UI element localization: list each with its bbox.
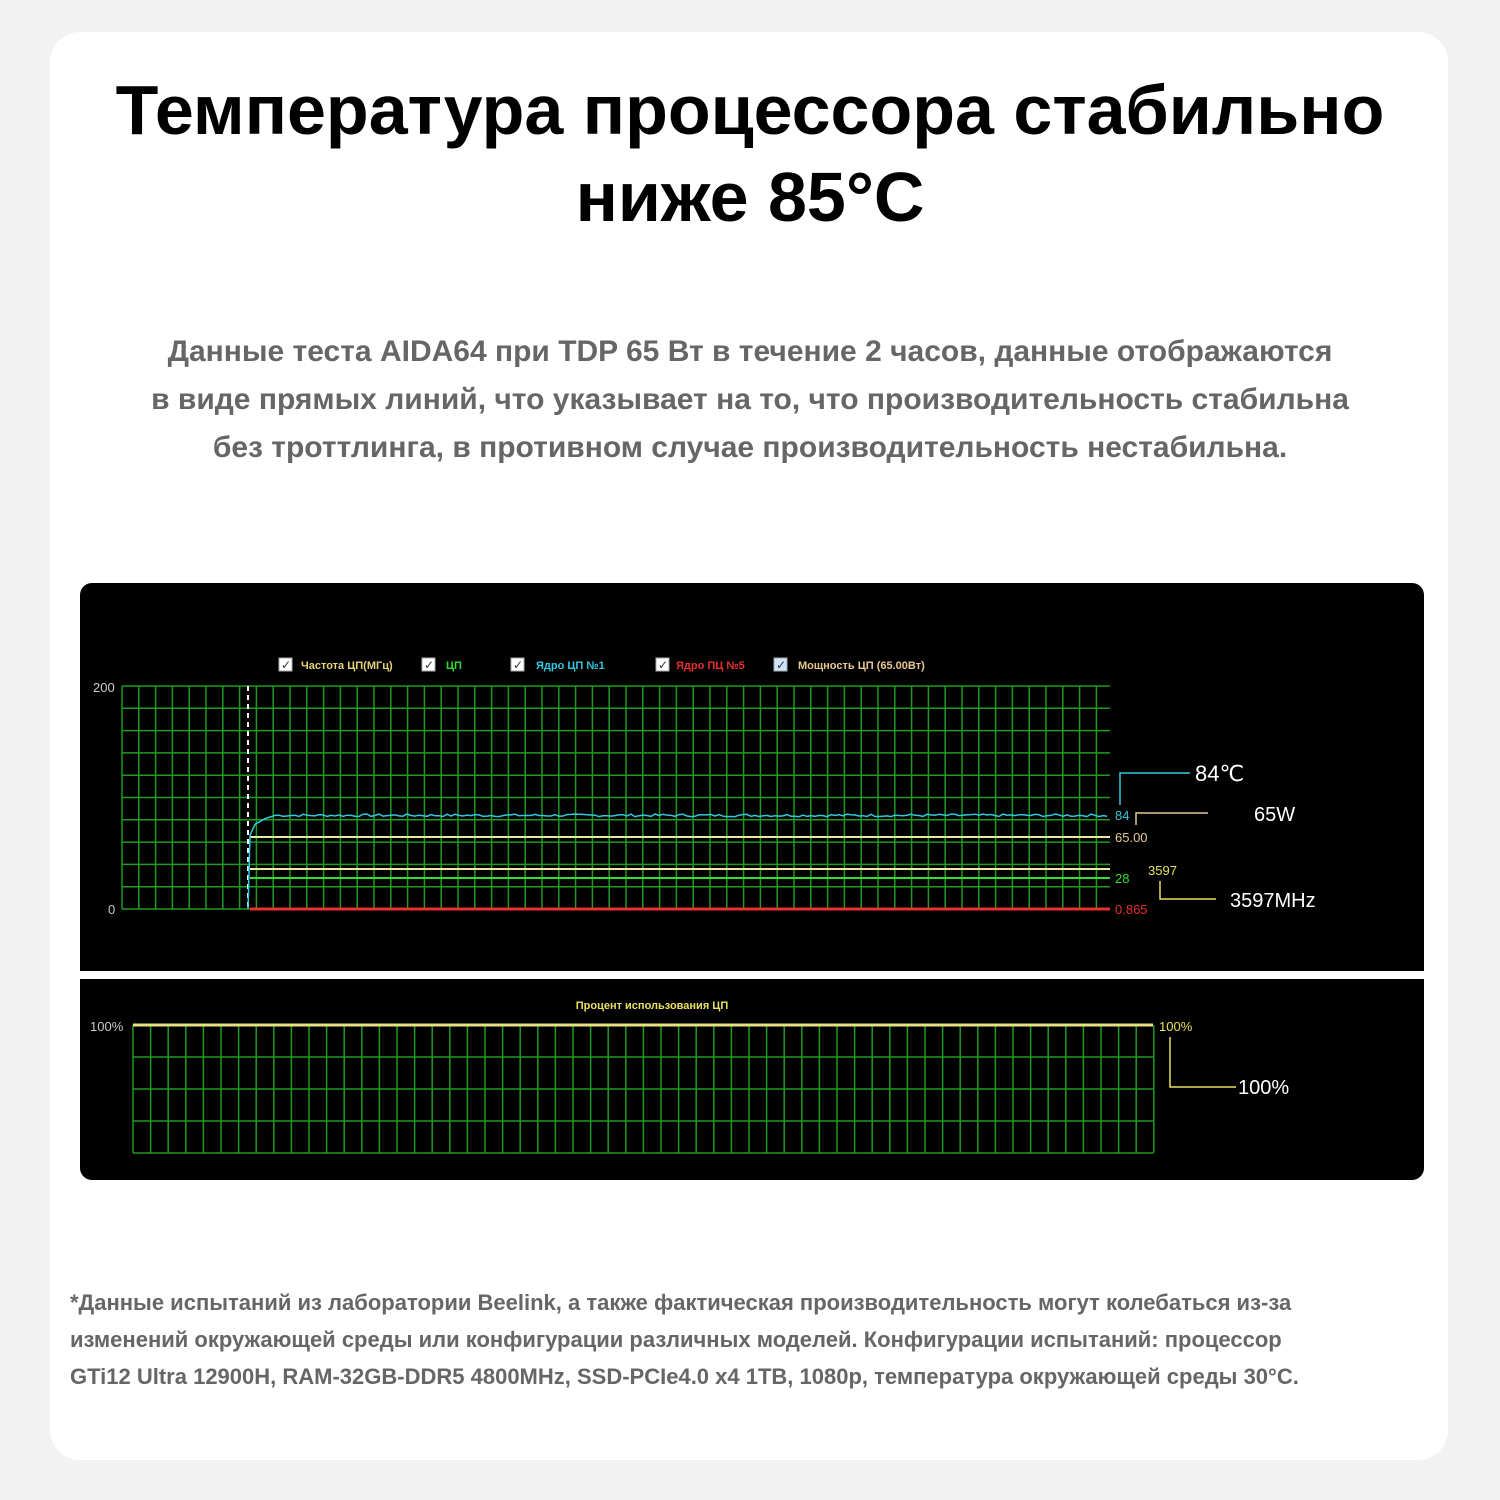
check-icon: ✓ bbox=[776, 658, 787, 672]
legend-label-core-5: Ядро ПЦ №5 bbox=[676, 660, 745, 672]
cpu-usage-callout-connector bbox=[1170, 1037, 1236, 1087]
y-axis-max-label: 200 bbox=[93, 680, 115, 695]
cpu-usage-graph bbox=[80, 979, 1424, 1180]
callout-frequency-connector bbox=[1160, 881, 1216, 899]
cpu-usage-left-label: 100% bbox=[90, 1019, 124, 1034]
cpu-usage-title: Процент использования ЦП bbox=[575, 1000, 729, 1012]
legend-label-core-1: Ядро ЦП №1 bbox=[536, 660, 605, 672]
callout-temp: 84℃ bbox=[1195, 761, 1245, 786]
footnote-line-2: изменений окружающей среды или конфигурации различных моделей. Конфигурации испытаний: процессор bbox=[70, 1327, 1282, 1352]
end-label-power: 65.00 bbox=[1115, 830, 1148, 845]
callout-temp-connector bbox=[1120, 773, 1190, 805]
end-label-cpu: 28 bbox=[1115, 871, 1130, 886]
end-label-core-5: 0.865 bbox=[1115, 902, 1148, 917]
page-title-line-2: ниже 85°C bbox=[575, 158, 925, 236]
callout-frequency: 3597MHz bbox=[1230, 890, 1316, 912]
subtitle-line-3: без троттлинга, в противном случае производительность нестабильна. bbox=[212, 431, 1288, 464]
page-title-line-1: Температура процессора стабильно bbox=[115, 71, 1385, 149]
legend-label-cpu: ЦП bbox=[446, 660, 462, 672]
legend-item-cpu-frequency[interactable] bbox=[279, 658, 393, 672]
callout-power-connector bbox=[1136, 813, 1208, 825]
end-label-frequency: 3597 bbox=[1148, 863, 1177, 878]
cpu-usage-right-label: 100% bbox=[1159, 1019, 1193, 1034]
subtitle-line-2: в виде прямых линий, что указывает на то, что производительность стабильна bbox=[151, 383, 1349, 416]
sensor-graph-grid bbox=[122, 686, 1110, 909]
check-icon: ✓ bbox=[281, 658, 292, 672]
check-icon: ✓ bbox=[513, 658, 524, 672]
cpu-usage-callout: 100% bbox=[1238, 1077, 1290, 1099]
y-axis-min-label: 0 bbox=[108, 902, 116, 917]
sensor-graph-panel bbox=[80, 583, 1424, 971]
legend-item-core-1[interactable] bbox=[511, 658, 605, 672]
cpu-usage-grid bbox=[133, 1025, 1154, 1153]
check-icon: ✓ bbox=[424, 658, 435, 672]
legend-label-cpu-power: Мощность ЦП (65.00Вт) bbox=[798, 660, 925, 672]
subtitle-line-1: Данные теста AIDA64 при TDP 65 Вт в течение 2 часов, данные отображаются bbox=[167, 335, 1333, 368]
sensor-graph bbox=[80, 583, 1424, 971]
legend-label-cpu-frequency: Частота ЦП(МГц) bbox=[301, 660, 393, 672]
end-label-core-1: 84 bbox=[1115, 808, 1130, 823]
check-icon: ✓ bbox=[658, 658, 669, 672]
cpu-usage-panel bbox=[80, 979, 1424, 1180]
footnote-line-1: *Данные испытаний из лаборатории Beelink, а также фактическая производительность могут колебаться из-за bbox=[70, 1290, 1292, 1315]
legend-item-cpu-power[interactable] bbox=[774, 658, 925, 672]
callout-power: 65W bbox=[1254, 804, 1296, 826]
legend-item-core-5[interactable] bbox=[656, 658, 745, 672]
footnote-line-3: GTi12 Ultra 12900H, RAM-32GB-DDR5 4800MHz, SSD-PCIe4.0 x4 1TB, 1080p, температура окружающей среды 30°C. bbox=[70, 1364, 1299, 1389]
legend-item-cpu[interactable] bbox=[422, 658, 462, 672]
